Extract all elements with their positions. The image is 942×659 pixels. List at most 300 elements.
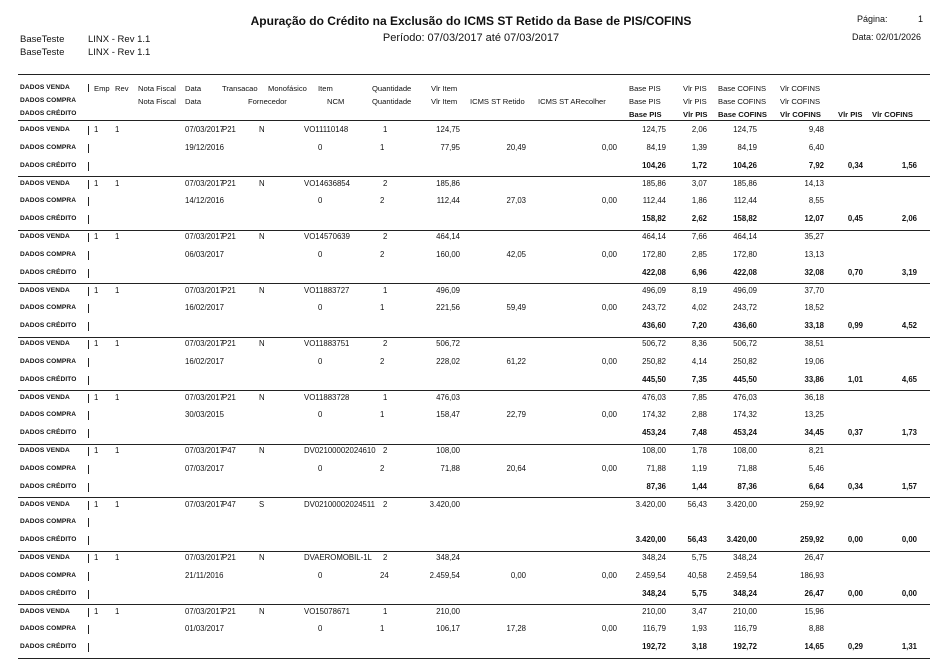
purchase-vlr-cofins: 13,25 [804,410,824,420]
credit-row [0,480,942,494]
credit-vlr-pis: 7,35 [691,374,707,384]
row-separator-bar [88,251,89,260]
purchase-vlr-pis: 40,58 [687,570,707,580]
sale-vlr-cofins: 259,92 [800,499,824,509]
row-label-sale: DADOS VENDA [20,286,70,294]
purchase-icms-retido: 42,05 [506,249,526,259]
sale-vlr-item: 506,72 [436,339,460,348]
sale-vlr-cofins: 36,18 [804,392,824,402]
revision-1: LINX - Rev 1.1 [88,34,151,45]
credit-row [0,373,942,387]
credit-cred-cofins: 4,52 [901,321,917,331]
col-credito-cofins: Vlr COFINS [872,110,913,119]
sale-emp: 1 [94,606,99,616]
credit-vlr-cofins: 12,07 [804,214,824,224]
purchase-vlr-item: 160,00 [436,249,460,259]
credit-base-cofins: 192,72 [733,642,757,652]
sale-vlr-item: 124,75 [436,125,460,134]
sale-row [0,391,942,405]
purchase-icms-retido: 22,79 [506,410,526,420]
sale-row [0,337,942,351]
sale-vlr-pis: 3,07 [691,178,707,188]
credit-vlr-cofins: 259,92 [800,535,824,545]
col-transacao: Transacao [222,84,258,93]
row-separator-bar [88,304,89,313]
row-separator-bar [88,429,89,438]
sale-transacao: P21 [222,392,236,402]
col-base-cofins-compra: Base COFINS [718,97,767,106]
row-label-sale: DADOS VENDA [20,179,70,187]
purchase-data: 16/02/2017 [185,356,225,366]
page-number: 1 [918,14,924,24]
credit-cred-cofins: 1,57 [901,481,917,491]
row-label-sale: DADOS VENDA [20,554,70,561]
purchase-icms-arec: 0,00 [601,303,617,313]
row-separator-bar [88,590,89,599]
row-separator-bar [88,197,89,206]
sale-vlr-pis: 7,85 [691,392,707,402]
sale-mono: N [259,285,265,295]
purchase-base-pis: 172,80 [642,249,666,259]
sale-vlr-pis: 8,36 [691,339,707,348]
sale-rev: 1 [115,446,120,455]
sale-base-cofins: 210,00 [733,606,757,616]
credit-vlr-cofins: 33,18 [804,321,824,331]
credit-base-cofins: 158,82 [733,214,757,224]
purchase-vlr-cofins: 18,52 [804,303,824,313]
sale-vlr-item: 185,86 [436,178,460,188]
sale-row [0,123,942,137]
sale-vlr-pis: 5,75 [691,553,707,562]
col-base-cofins-credito: Base COFINS [718,110,767,119]
purchase-qtd: 24 [380,570,389,580]
credit-row [0,533,942,547]
purchase-data: 14/12/2016 [185,196,225,206]
group-rule [18,658,930,659]
purchase-base-pis: 250,82 [642,356,666,366]
header-bar [88,84,89,92]
credit-base-pis: 87,36 [646,481,666,491]
purchase-base-pis: 116,79 [642,624,666,634]
credit-vlr-cofins: 14,65 [804,642,824,652]
sale-vlr-pis: 8,19 [691,285,707,295]
sale-rev: 1 [115,606,120,616]
purchase-vlr-item: 158,47 [436,410,460,420]
credit-base-pis: 445,50 [642,374,666,384]
credit-base-cofins: 348,24 [733,588,757,598]
credit-cred-pis: 0,37 [847,428,863,438]
credit-base-pis: 158,82 [642,214,666,224]
company-name-2: BaseTeste [20,47,65,58]
sale-item: DV02100002024511 [304,499,375,509]
row-label-sale: DADOS VENDA [20,447,70,454]
row-separator-bar [88,287,89,296]
credit-vlr-pis: 1,72 [691,160,707,170]
row-label-purchase: DADOS COMPRA [20,571,77,579]
col-monofasico: Monofásico [268,84,307,93]
col-vlr-item: Vlr Item [431,84,458,93]
purchase-base-pis: 84,19 [646,142,666,152]
sale-base-pis: 3.420,00 [635,499,666,509]
sale-row [0,444,942,458]
purchase-vlr-pis: 2,85 [691,249,707,259]
sale-qtd: 1 [383,285,388,295]
col-vlr-item-compra: Vlr Item [431,97,458,106]
sale-rev: 1 [115,178,120,188]
credit-cred-cofins: 0,00 [901,535,917,545]
credit-row [0,159,942,173]
col-data: Data [185,84,202,93]
col-vlr-pis: Vlr PIS [683,84,707,93]
col-base-cofins: Base COFINS [718,84,767,93]
row-separator-bar [88,144,89,153]
sale-base-pis: 185,86 [642,178,666,188]
sale-base-cofins: 108,00 [733,446,757,455]
sale-item: VO15078671 [304,606,350,616]
sale-base-pis: 348,24 [642,553,666,562]
credit-cred-cofins: 4,65 [901,374,917,384]
row-label-purchase: DADOS COMPRA [20,625,77,633]
sale-qtd: 2 [383,553,388,562]
sale-data: 07/03/2017 [185,392,225,402]
row-label-credit: DADOS CRÉDITO [20,482,77,490]
sale-row [0,498,942,512]
sale-qtd: 2 [383,178,388,188]
sale-vlr-cofins: 15,96 [804,606,824,616]
credit-vlr-pis: 56,43 [687,535,707,545]
purchase-vlr-cofins: 8,88 [808,624,824,634]
purchase-qtd: 1 [380,303,385,313]
sale-base-pis: 476,03 [642,392,666,402]
purchase-vlr-cofins: 6,40 [808,142,824,152]
sale-base-cofins: 464,14 [733,232,757,241]
sale-vlr-pis: 1,78 [691,446,707,455]
credit-base-cofins: 3.420,00 [726,535,757,545]
sale-base-cofins: 124,75 [733,125,757,134]
purchase-vlr-cofins: 8,55 [808,196,824,206]
row-separator-bar [88,126,89,135]
purchase-qtd: 1 [380,142,385,152]
purchase-ncm: 0 [318,410,323,420]
col-rev: Rev [115,84,129,93]
purchase-base-pis: 112,44 [642,196,666,206]
sale-vlr-pis: 7,66 [691,232,707,241]
sale-transacao: P21 [222,285,236,295]
sale-base-pis: 108,00 [642,446,666,455]
purchase-row [0,248,942,262]
col-vlr-pis-compra: Vlr PIS [683,97,707,106]
credit-cred-pis: 0,34 [847,481,863,491]
purchase-icms-arec: 0,00 [601,356,617,366]
col-nota-fiscal: Nota Fiscal [138,84,176,93]
credit-row [0,426,942,440]
row-label-purchase: DADOS COMPRA [20,464,77,472]
sale-qtd: 2 [383,339,388,348]
row-label-sale: DADOS VENDA [20,393,70,401]
purchase-vlr-cofins: 186,93 [800,570,824,580]
credit-cred-pis: 0,70 [847,267,863,277]
credit-cred-cofins: 1,31 [901,642,917,652]
credit-cred-cofins: 2,06 [901,214,917,224]
sale-rev: 1 [115,553,120,562]
purchase-qtd: 2 [380,463,385,473]
purchase-qtd: 2 [380,356,385,366]
sale-vlr-item: 464,14 [436,232,460,241]
row-label-purchase: DADOS COMPRA [20,250,77,258]
report-period: Período: 07/03/2017 até 07/03/2017 [382,32,560,44]
sale-mono: N [259,392,265,402]
purchase-ncm: 0 [318,463,323,473]
sale-vlr-cofins: 14,13 [804,178,824,188]
sale-vlr-cofins: 35,27 [804,232,824,241]
sale-qtd: 1 [383,392,388,402]
sale-item: VO14636854 [304,178,350,188]
sale-row [0,284,942,298]
col-ncm: NCM [327,97,345,106]
credit-base-pis: 436,60 [642,321,666,331]
sale-base-cofins: 3.420,00 [726,499,757,509]
purchase-icms-arec: 0,00 [601,463,617,473]
purchase-base-pis: 71,88 [646,463,666,473]
purchase-vlr-pis: 4,14 [691,356,707,366]
sale-mono: S [259,499,265,509]
sale-item: VO11883727 [304,285,350,295]
revision-2: LINX - Rev 1.1 [88,47,151,58]
sale-data: 07/03/2017 [185,285,225,295]
sale-base-cofins: 185,86 [733,178,757,188]
purchase-icms-retido: 20,64 [506,463,526,473]
purchase-data: 01/03/2017 [185,624,225,634]
sale-vlr-cofins: 37,70 [804,285,824,295]
header-label-sale: DADOS VENDA [20,84,70,91]
sale-row [0,551,942,565]
credit-cred-cofins: 0,00 [901,588,917,598]
sale-rev: 1 [115,285,120,295]
purchase-data: 30/03/2015 [185,410,225,420]
credit-base-pis: 422,08 [642,267,666,277]
purchase-vlr-pis: 1,39 [691,142,707,152]
purchase-vlr-item: 106,17 [436,624,460,634]
purchase-icms-retido: 61,22 [506,356,526,366]
print-date: Data: 02/01/2026 [852,32,922,42]
sale-transacao: P21 [222,339,236,348]
col-fornecedor: Fornecedor [248,97,287,106]
sale-vlr-item: 348,24 [436,553,460,562]
purchase-base-pis: 243,72 [642,303,666,313]
purchase-icms-retido: 27,03 [506,196,526,206]
sale-mono: N [259,446,265,455]
purchase-vlr-pis: 1,19 [691,463,707,473]
col-base-pis: Base PIS [629,84,661,93]
row-label-purchase: DADOS COMPRA [20,357,77,365]
credit-cred-cofins: 1,73 [901,428,917,438]
sale-emp: 1 [94,232,99,241]
purchase-row [0,515,942,529]
sale-data: 07/03/2017 [185,125,225,134]
sale-base-cofins: 506,72 [733,339,757,348]
credit-vlr-cofins: 32,08 [804,267,824,277]
credit-cred-pis: 0,29 [847,642,863,652]
row-label-sale: DADOS VENDA [20,500,70,508]
sale-mono: N [259,232,265,241]
credit-vlr-pis: 6,96 [691,267,707,277]
purchase-ncm: 0 [318,249,323,259]
credit-vlr-cofins: 34,45 [804,428,824,438]
credit-base-pis: 192,72 [642,642,666,652]
sale-transacao: P21 [222,178,236,188]
row-label-credit: DADOS CRÉDITO [20,322,77,330]
row-label-credit: DADOS CRÉDITO [20,215,77,223]
header-label-purchase: DADOS COMPRA [20,97,77,104]
sale-vlr-item: 3.420,00 [429,499,460,509]
row-separator-bar [88,643,89,652]
sale-item: DV02100002024610 [304,446,376,455]
purchase-ncm: 0 [318,356,323,366]
credit-row [0,319,942,333]
row-label-credit: DADOS CRÉDITO [20,375,77,383]
purchase-base-cofins: 250,82 [733,356,757,366]
row-label-sale: DADOS VENDA [20,126,70,133]
purchase-base-cofins: 71,88 [737,463,757,473]
purchase-icms-arec: 0,00 [601,142,617,152]
sale-emp: 1 [94,339,99,348]
sale-vlr-pis: 2,06 [691,125,707,134]
row-separator-bar [88,340,89,349]
sale-vlr-cofins: 9,48 [808,125,824,134]
credit-vlr-pis: 7,48 [691,428,707,438]
sale-emp: 1 [94,553,99,562]
col-vlr-cofins-compra: Vlr COFINS [780,97,821,106]
credit-row [0,640,942,654]
credit-base-pis: 453,24 [642,428,666,438]
sale-emp: 1 [94,446,99,455]
header-bottom-rule [18,120,930,121]
purchase-ncm: 0 [318,624,323,634]
sale-base-pis: 124,75 [642,125,666,134]
sale-transacao: P47 [222,446,236,455]
col-emp: Emp [94,84,110,93]
purchase-qtd: 2 [380,249,385,259]
purchase-ncm: 0 [318,142,323,152]
sale-emp: 1 [94,178,99,188]
sale-transacao: P21 [222,553,236,562]
sale-transacao: P21 [222,232,236,241]
purchase-vlr-pis: 1,86 [691,196,707,206]
row-separator-bar [88,536,89,545]
col-nota-fiscal-compra: Nota Fiscal [138,97,176,106]
sale-qtd: 1 [383,125,388,134]
credit-base-cofins: 453,24 [733,428,757,438]
purchase-qtd: 1 [380,410,385,420]
purchase-icms-arec: 0,00 [601,624,617,634]
credit-cred-cofins: 3,19 [901,267,917,277]
sale-qtd: 2 [383,446,388,455]
sale-item: VO11883751 [304,339,350,348]
col-base-pis-credito: Base PIS [629,110,662,119]
credit-vlr-pis: 7,20 [691,321,707,331]
sale-qtd: 2 [383,499,388,509]
credit-vlr-pis: 5,75 [691,588,707,598]
sale-item: DVAEROMOBIL-1L [304,553,372,562]
purchase-data: 07/03/2017 [185,463,225,473]
purchase-ncm: 0 [318,196,323,206]
sale-mono: N [259,339,265,348]
purchase-row [0,194,942,208]
purchase-row [0,355,942,369]
col-icms-st-retido: ICMS ST Retido [470,97,525,106]
row-separator-bar [88,411,89,420]
col-data-compra: Data [185,97,202,106]
row-separator-bar [88,447,89,456]
purchase-ncm: 0 [318,303,323,313]
purchase-icms-retido: 20,49 [506,142,526,152]
sale-qtd: 1 [383,606,388,616]
purchase-icms-arec: 0,00 [601,196,617,206]
sale-vlr-pis: 56,43 [687,499,707,509]
sale-vlr-item: 108,00 [436,446,460,455]
purchase-base-cofins: 2.459,54 [726,570,757,580]
row-separator-bar [88,394,89,403]
purchase-base-cofins: 174,32 [733,410,757,420]
col-base-pis-compra: Base PIS [629,97,661,106]
purchase-icms-retido: 0,00 [510,570,526,580]
credit-cred-pis: 0,45 [847,214,863,224]
purchase-vlr-pis: 4,02 [691,303,707,313]
credit-base-cofins: 87,36 [737,481,757,491]
col-icms-st-arecolher: ICMS ST ARecolher [538,97,606,106]
credit-row [0,266,942,280]
credit-vlr-pis: 2,62 [691,214,707,224]
row-label-credit: DADOS CRÉDITO [20,161,77,169]
row-separator-bar [88,483,89,492]
row-separator-bar [88,215,89,224]
row-label-credit: DADOS CRÉDITO [20,536,77,544]
sale-vlr-cofins: 38,51 [804,339,824,348]
sale-data: 07/03/2017 [185,553,225,562]
credit-vlr-pis: 3,18 [691,642,707,652]
sale-rev: 1 [115,392,120,402]
sale-rev: 1 [115,339,120,348]
sale-rev: 1 [115,499,120,509]
col-vlr-cofins: Vlr COFINS [780,84,821,93]
purchase-base-pis: 2.459,54 [635,570,666,580]
sale-transacao: P47 [222,499,236,509]
row-label-credit: DADOS CRÉDITO [20,429,77,437]
sale-mono: N [259,125,265,134]
purchase-base-cofins: 243,72 [733,303,757,313]
purchase-base-cofins: 172,80 [733,249,757,259]
row-label-credit: DADOS CRÉDITO [20,643,77,651]
sale-data: 07/03/2017 [185,446,225,455]
row-label-purchase: DADOS COMPRA [20,411,77,419]
credit-cred-pis: 0,34 [847,160,863,170]
credit-vlr-cofins: 26,47 [804,588,824,598]
credit-cred-pis: 1,01 [847,374,863,384]
sale-transacao: P21 [222,606,236,616]
purchase-icms-retido: 59,49 [506,303,526,313]
sale-emp: 1 [94,392,99,402]
row-label-purchase: DADOS COMPRA [20,143,77,151]
purchase-vlr-cofins: 19,06 [804,356,824,366]
purchase-vlr-item: 71,88 [440,463,460,473]
sale-data: 07/03/2017 [185,499,225,509]
purchase-vlr-pis: 2,88 [691,410,707,420]
sale-vlr-cofins: 8,21 [808,446,824,455]
col-vlr-cofins-credito: Vlr COFINS [780,110,821,119]
row-separator-bar [88,322,89,331]
purchase-row [0,301,942,315]
credit-cred-pis: 0,99 [847,321,863,331]
